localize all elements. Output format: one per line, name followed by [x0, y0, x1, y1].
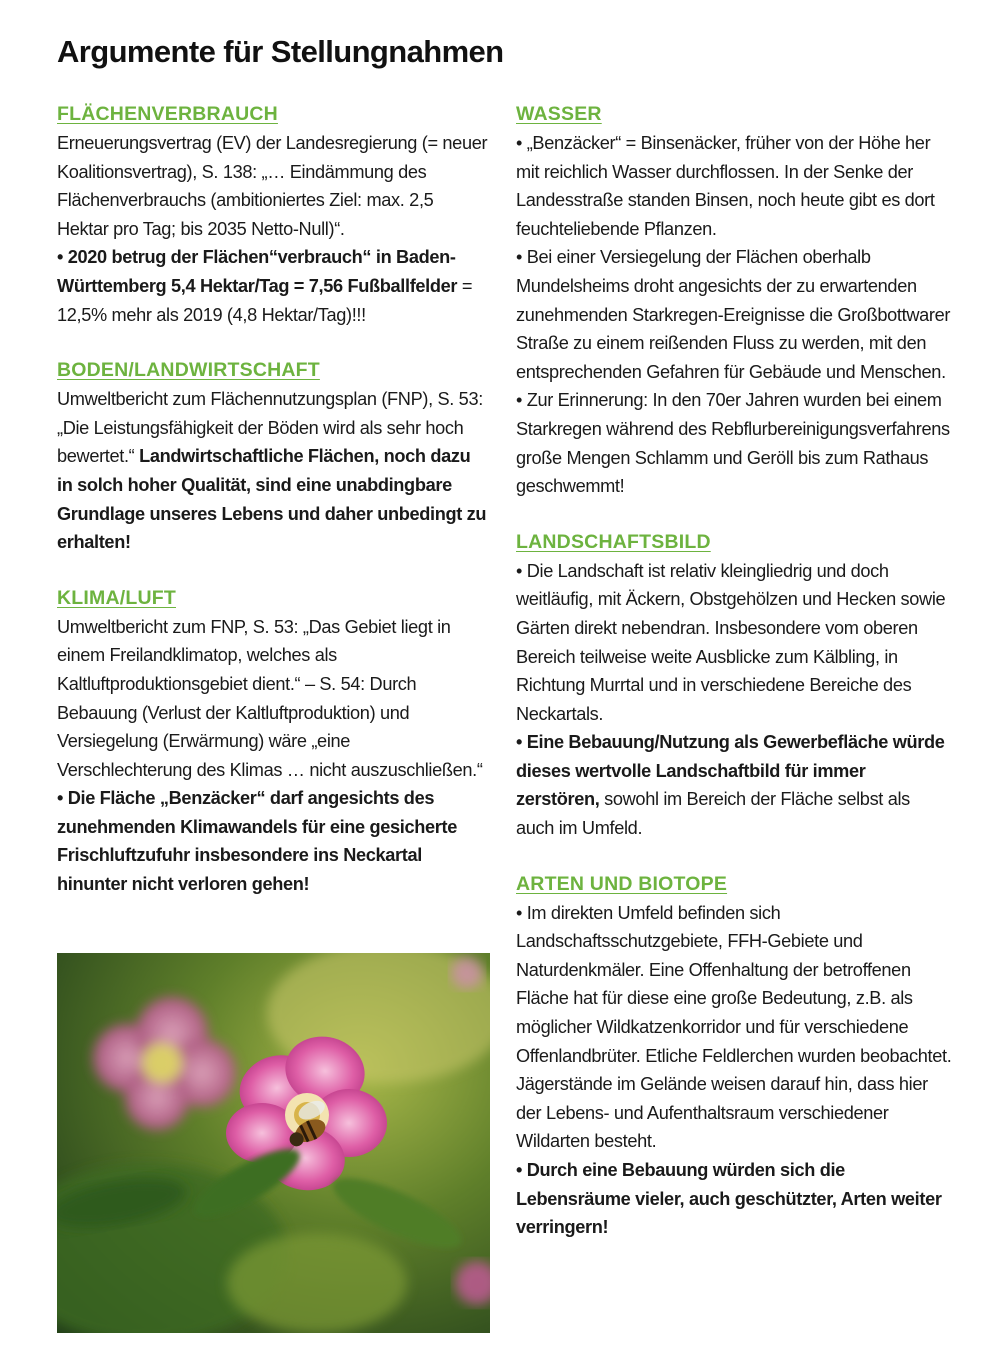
left-column	[57, 100, 489, 926]
section-heading: WASSER	[516, 103, 602, 125]
bold-statement: Landwirtschaftliche Flächen, noch dazu in solch hoher Qualität, sind eine unabdingbare Grundlage unseres Lebens und daher unbedingt zu erhalten!	[57, 446, 487, 553]
quote-text: Umweltbericht zum Flächennutzungsplan (FNP), S. 53: „Die Leistungsfähigkeit der Böden wird als sehr hoch bewertet.“	[57, 389, 483, 467]
section-paragraph: Erneuerungsvertrag (EV) der Landesregierung (= neuer Koalitionsvertrag), S. 138: „… Eindämmung des Flächenverbrauchs (ambitioniertes Ziel: max. 2,5 Hektar pro Tag; bis 2035 Netto-Null)“.	[57, 133, 488, 239]
bullet-paragraph: • Im direkten Umfeld befinden sich Landschaftsschutzgebiete, FFH-Gebiete und Naturdenkmäler. Eine Offenhaltung der betroffenen Fläche hat für diese eine große Bedeutung, z.B. als möglicher Wildkatzenkorridor und für verschiedene Offenlandbrüter. Etliche Feldlerchen wurden beobachtet. Jägerstände im Gelände weisen darauf hin, dass hier der Lebens- und Aufenthaltsraum verschiedener Wildarten besteht.	[516, 902, 952, 1152]
statement-continuation: = 12,5% mehr als 2019 (4,8 Hektar/Tag)!!!	[57, 275, 473, 325]
section-arten-biotope	[516, 870, 952, 1242]
section-heading: LANDSCHAFTSBILD	[516, 530, 711, 553]
section-heading: KLIMA/LUFT	[57, 586, 176, 609]
section-heading: FLÄCHENVERBRAUCH	[57, 103, 278, 125]
section-landschaftsbild	[516, 528, 952, 843]
bullet-paragraph: • Bei einer Versiegelung der Flächen oberhalb Mundelsheims droht angesichts der zu erwartenden zunehmenden Starkregen-Ereignisse die Großbottwarer Straße zu einem reißenden Fluss zu werden, mit den entsprechenden Gefahren für Gebäude und Menschen.	[516, 247, 951, 382]
photo-illustration	[57, 953, 490, 1333]
bold-statement: • Eine Bebauung/Nutzung als Gewerbefläche würde dieses wertvolle Landschaftbild für immer zerstören,	[516, 732, 945, 810]
bold-statement: • Durch eine Bebauung würden sich die Lebensräume vieler, auch geschützter, Arten weiter verringern!	[516, 1160, 942, 1238]
bold-statement: • Die Fläche „Benzäcker“ darf angesichts des zunehmenden Klimawandels für eine gesicherte Frischluftzufuhr insbesondere ins Neckartal hinunter nicht verloren gehen!	[57, 788, 457, 895]
bullet-paragraph	[516, 728, 952, 842]
page-title: Argumente für Stellungnahmen	[57, 34, 504, 69]
wild-rose-bee-photo	[57, 953, 490, 1333]
section-wasser	[516, 100, 952, 501]
section-heading: ARTEN UND BIOTOPE	[516, 872, 728, 895]
bullet-paragraph	[516, 1156, 952, 1242]
section-paragraph	[57, 784, 489, 898]
section-paragraph	[57, 385, 489, 557]
section-flaechenverbrauch	[57, 100, 489, 329]
section-paragraph	[57, 243, 489, 329]
bullet-paragraph: • Die Landschaft ist relativ kleingliedrig und doch weitläufig, mit Äckern, Obstgehölzen und Hecken sowie Gärten direkt nebendran. Insbesondere vom oberen Bereich teilweise weite Ausblicke zum Kälbling, in Richtung Murrtal und in verschiedene Bereiche des Neckartals.	[516, 560, 946, 724]
statement-continuation: sowohl im Bereich der Fläche selbst als auch im Umfeld.	[516, 789, 910, 839]
section-heading: BODEN/LANDWIRTSCHAFT	[57, 359, 320, 382]
right-column	[516, 100, 952, 1269]
bullet-paragraph: • „Benzäcker“ = Binsenäcker, früher von der Höhe her mit reichlich Wasser durchflossen. In der Senke der Landesstraße standen Binsen, noch heute gibt es dort feuchteliebende Pflanzen.	[516, 133, 935, 239]
section-klima	[57, 584, 489, 899]
bullet-paragraph: • Zur Erinnerung: In den 70er Jahren wurden bei einem Starkregen während des Rebflurbereinigungsverfahrens große Mengen Schlamm und Geröll bis zum Rathaus geschwemmt!	[516, 390, 950, 497]
section-paragraph: Umweltbericht zum FNP, S. 53: „Das Gebiet liegt in einem Freilandklimatop, welches als Kaltluftproduktionsgebiet dient.“ – S. 54: Durch Bebauung (Verlust der Kaltluftproduktion) und Versiegelung (Erwärmung) wäre „eine Verschlechterung des Klimas … nicht auszuschließen.“	[57, 616, 483, 780]
bold-statement: • 2020 betrug der Flächen“verbrauch“ in Baden-Württemberg 5,4 Hektar/Tag = 7,56 Fußballfelder	[57, 247, 458, 296]
section-boden	[57, 356, 489, 557]
